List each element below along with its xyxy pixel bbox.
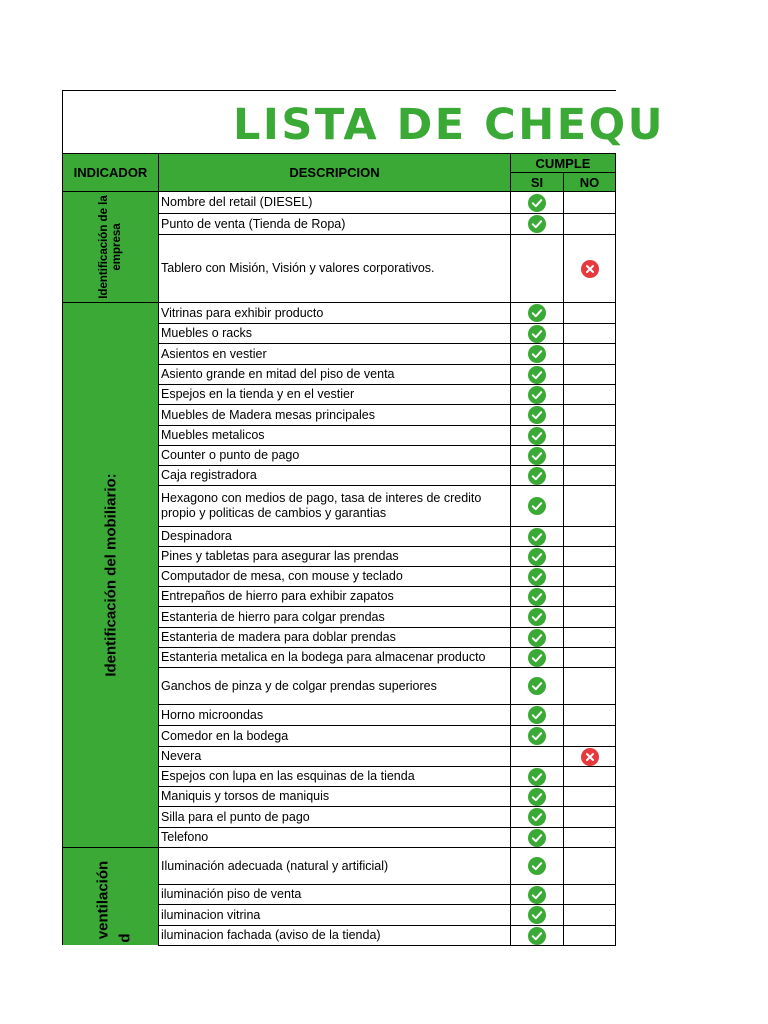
- row-no-cell: [563, 786, 616, 807]
- check-circle-icon: [528, 788, 546, 806]
- row-no-cell: [563, 191, 616, 214]
- row-description: Despinadora: [158, 526, 511, 547]
- check-circle-icon: [528, 629, 546, 647]
- header-indicador: INDICADOR: [62, 153, 159, 192]
- category-identificacion-empresa: [62, 191, 159, 303]
- check-circle-icon: [528, 927, 546, 945]
- check-circle-icon: [528, 649, 546, 667]
- row-description: Estanteria de madera para doblar prendas: [158, 627, 511, 648]
- row-description: iluminación piso de venta: [158, 884, 511, 905]
- row-no-cell: [563, 343, 616, 365]
- row-description: Silla para el punto de pago: [158, 806, 511, 828]
- row-no-cell: [563, 425, 616, 446]
- row-no-cell: [563, 904, 616, 926]
- category-label: d: [116, 933, 134, 943]
- check-circle-icon: [528, 447, 546, 465]
- row-no-cell: [563, 465, 616, 486]
- row-description: Comedor en la bodega: [158, 725, 511, 747]
- row-description: Tablero con Misión, Visión y valores corporativos.: [158, 234, 511, 303]
- row-description: Muebles de Madera mesas principales: [158, 404, 511, 426]
- category-mobiliario: [62, 302, 159, 848]
- row-no-cell: [563, 725, 616, 747]
- header-cumple: CUMPLE: [510, 153, 616, 173]
- check-circle-icon: [528, 528, 546, 546]
- check-circle-icon: [528, 194, 546, 212]
- row-description: Pines y tabletas para asegurar las prendas: [158, 546, 511, 567]
- row-no-cell: [563, 647, 616, 668]
- row-no-cell: [563, 884, 616, 905]
- row-description: iluminacion vitrina: [158, 904, 511, 926]
- check-circle-icon: [528, 427, 546, 445]
- header-si: SI: [510, 172, 564, 192]
- check-circle-icon: [528, 857, 546, 875]
- row-description: Espejos con lupa en las esquinas de la tienda: [158, 766, 511, 787]
- check-circle-icon: [528, 467, 546, 485]
- category-label: Identificación de la empresa: [97, 195, 123, 299]
- row-si-cell: [510, 234, 564, 303]
- category-iluminacion: [62, 847, 159, 945]
- row-description: Nombre del retail (DIESEL): [158, 191, 511, 214]
- x-circle-icon: [581, 748, 599, 766]
- row-no-cell: [563, 586, 616, 607]
- header-descripcion: DESCRIPCION: [158, 153, 511, 192]
- row-description: Asiento grande en mitad del piso de venta: [158, 364, 511, 385]
- row-description: Computador de mesa, con mouse y teclado: [158, 566, 511, 587]
- check-circle-icon: [528, 906, 546, 924]
- row-si-cell: [510, 746, 564, 767]
- row-no-cell: [563, 806, 616, 828]
- row-no-cell: [563, 364, 616, 385]
- category-label: ventilación: [94, 860, 112, 940]
- row-description: Maniquis y torsos de maniquis: [158, 786, 511, 807]
- category-label: Identificación del mobiliario:: [102, 473, 119, 677]
- title-banner: [62, 90, 666, 154]
- row-no-cell: [563, 546, 616, 567]
- row-description: Caja registradora: [158, 465, 511, 486]
- row-no-cell: [563, 323, 616, 344]
- sheet-title: LISTA DE CHEQU: [233, 100, 666, 150]
- x-circle-icon: [581, 260, 599, 278]
- check-circle-icon: [528, 548, 546, 566]
- check-circle-icon: [528, 706, 546, 724]
- check-circle-icon: [528, 345, 546, 363]
- row-description: Estanteria metalica en la bodega para almacenar producto: [158, 647, 511, 668]
- check-circle-icon: [528, 886, 546, 904]
- row-no-cell: [563, 404, 616, 426]
- check-circle-icon: [528, 727, 546, 745]
- check-circle-icon: [528, 608, 546, 626]
- check-circle-icon: [528, 768, 546, 786]
- check-circle-icon: [528, 497, 546, 515]
- row-no-cell: [563, 213, 616, 235]
- check-circle-icon: [528, 386, 546, 404]
- row-description: iluminacion fachada (aviso de la tienda): [158, 925, 511, 946]
- row-no-cell: [563, 384, 616, 405]
- row-no-cell: [563, 566, 616, 587]
- check-circle-icon: [528, 304, 546, 322]
- row-no-cell: [563, 766, 616, 787]
- check-circle-icon: [528, 829, 546, 847]
- check-circle-icon: [528, 588, 546, 606]
- row-description: Muebles metalicos: [158, 425, 511, 446]
- row-description: Punto de venta (Tienda de Ropa): [158, 213, 511, 235]
- row-no-cell: [563, 827, 616, 848]
- row-no-cell: [563, 847, 616, 885]
- check-circle-icon: [528, 568, 546, 586]
- row-no-cell: [563, 925, 616, 946]
- header-no: NO: [563, 172, 616, 192]
- row-no-cell: [563, 627, 616, 648]
- row-description: Horno microondas: [158, 704, 511, 726]
- row-description: Telefono: [158, 827, 511, 848]
- row-description: Asientos en vestier: [158, 343, 511, 365]
- row-no-cell: [563, 667, 616, 705]
- row-no-cell: [563, 445, 616, 466]
- check-circle-icon: [528, 677, 546, 695]
- row-description: Hexagono con medios de pago, tasa de interes de credito propio y politicas de cambios y garantias: [158, 485, 511, 527]
- check-circle-icon: [528, 808, 546, 826]
- row-no-cell: [563, 606, 616, 628]
- row-description: Estanteria de hierro para colgar prendas: [158, 606, 511, 628]
- row-description: Espejos en la tienda y en el vestier: [158, 384, 511, 405]
- row-no-cell: [563, 302, 616, 324]
- row-description: Nevera: [158, 746, 511, 767]
- row-description: Entrepaños de hierro para exhibir zapatos: [158, 586, 511, 607]
- row-description: Muebles o racks: [158, 323, 511, 344]
- check-circle-icon: [528, 406, 546, 424]
- row-no-cell: [563, 526, 616, 547]
- row-description: Iluminación adecuada (natural y artificial): [158, 847, 511, 885]
- check-circle-icon: [528, 325, 546, 343]
- row-description: Ganchos de pinza y de colgar prendas superiores: [158, 667, 511, 705]
- row-no-cell: [563, 485, 616, 527]
- row-no-cell: [563, 704, 616, 726]
- check-circle-icon: [528, 366, 546, 384]
- row-description: Counter o punto de pago: [158, 445, 511, 466]
- row-description: Vitrinas para exhibir producto: [158, 302, 511, 324]
- check-circle-icon: [528, 215, 546, 233]
